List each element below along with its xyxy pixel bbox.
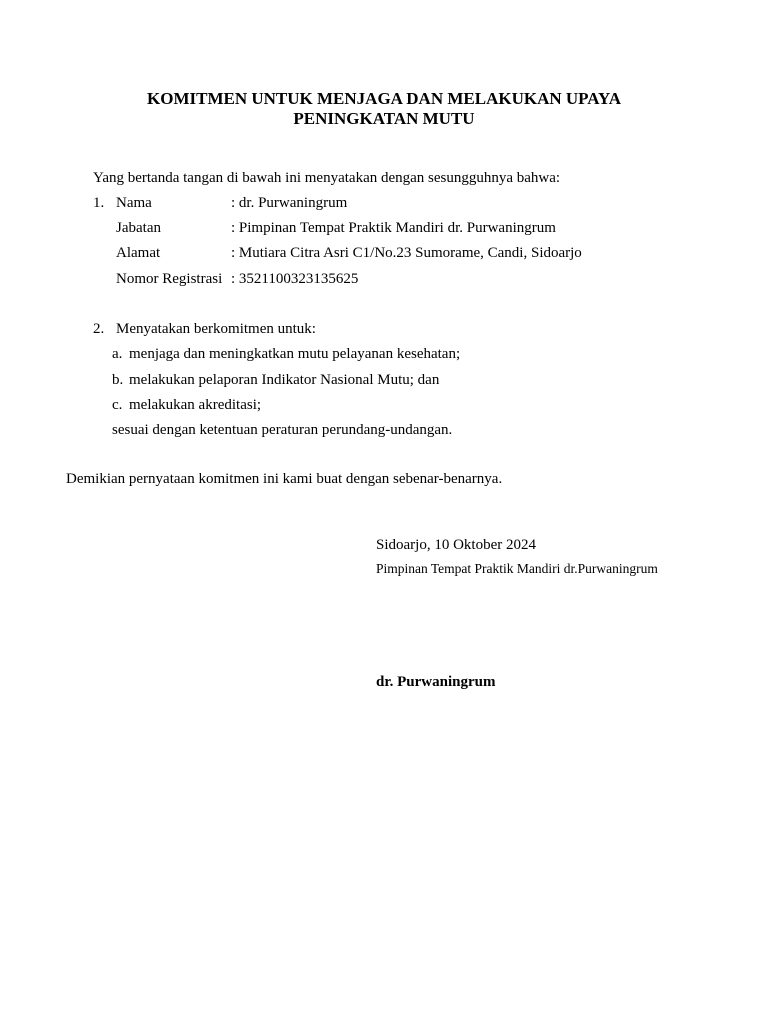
item-1-number: 1.	[93, 195, 105, 211]
signature-position: Pimpinan Tempat Praktik Mandiri dr.Purwaningrum	[376, 561, 658, 576]
intro-text: Yang bertanda tangan di bawah ini menyatakan dengan sesungguhnya bahwa:	[93, 170, 561, 186]
signature-place-date: Sidoarjo, 10 Oktober 2024	[376, 537, 536, 553]
closing-statement: Demikian pernyataan komitmen ini kami buat dengan sebenar-benarnya.	[66, 471, 503, 487]
field-label-nama: Nama	[116, 195, 152, 211]
field-value-nomor-registrasi: : 3521100323135625	[231, 271, 359, 287]
field-value-jabatan: : Pimpinan Tempat Praktik Mandiri dr. Purwaningrum	[231, 220, 556, 236]
item-2-closing: sesuai dengan ketentuan peraturan perundang-undangan.	[112, 422, 453, 438]
subitem-a-letter: a.	[112, 346, 123, 362]
item-2-number: 2.	[93, 321, 105, 337]
subitem-b-text: melakukan pelaporan Indikator Nasional Mutu; dan	[129, 372, 440, 388]
document-title-line-2: PENINGKATAN MUTU	[293, 109, 475, 128]
item-2-heading: Menyatakan berkomitmen untuk:	[116, 321, 316, 337]
subitem-c-letter: c.	[112, 397, 123, 413]
field-label-nomor-registrasi: Nomor Registrasi	[116, 271, 223, 287]
signature-name: dr. Purwaningrum	[376, 674, 496, 690]
subitem-b-letter: b.	[112, 372, 124, 388]
field-label-alamat: Alamat	[116, 245, 161, 261]
document-title-line-1: KOMITMEN UNTUK MENJAGA DAN MELAKUKAN UPAYA	[147, 89, 621, 108]
subitem-a-text: menjaga dan meningkatkan mutu pelayanan kesehatan;	[129, 346, 461, 362]
field-label-jabatan: Jabatan	[116, 220, 161, 236]
field-value-alamat: : Mutiara Citra Asri C1/No.23 Sumorame, Candi, Sidoarjo	[231, 245, 582, 261]
subitem-c-text: melakukan akreditasi;	[129, 397, 262, 413]
field-value-nama: : dr. Purwaningrum	[231, 195, 348, 211]
